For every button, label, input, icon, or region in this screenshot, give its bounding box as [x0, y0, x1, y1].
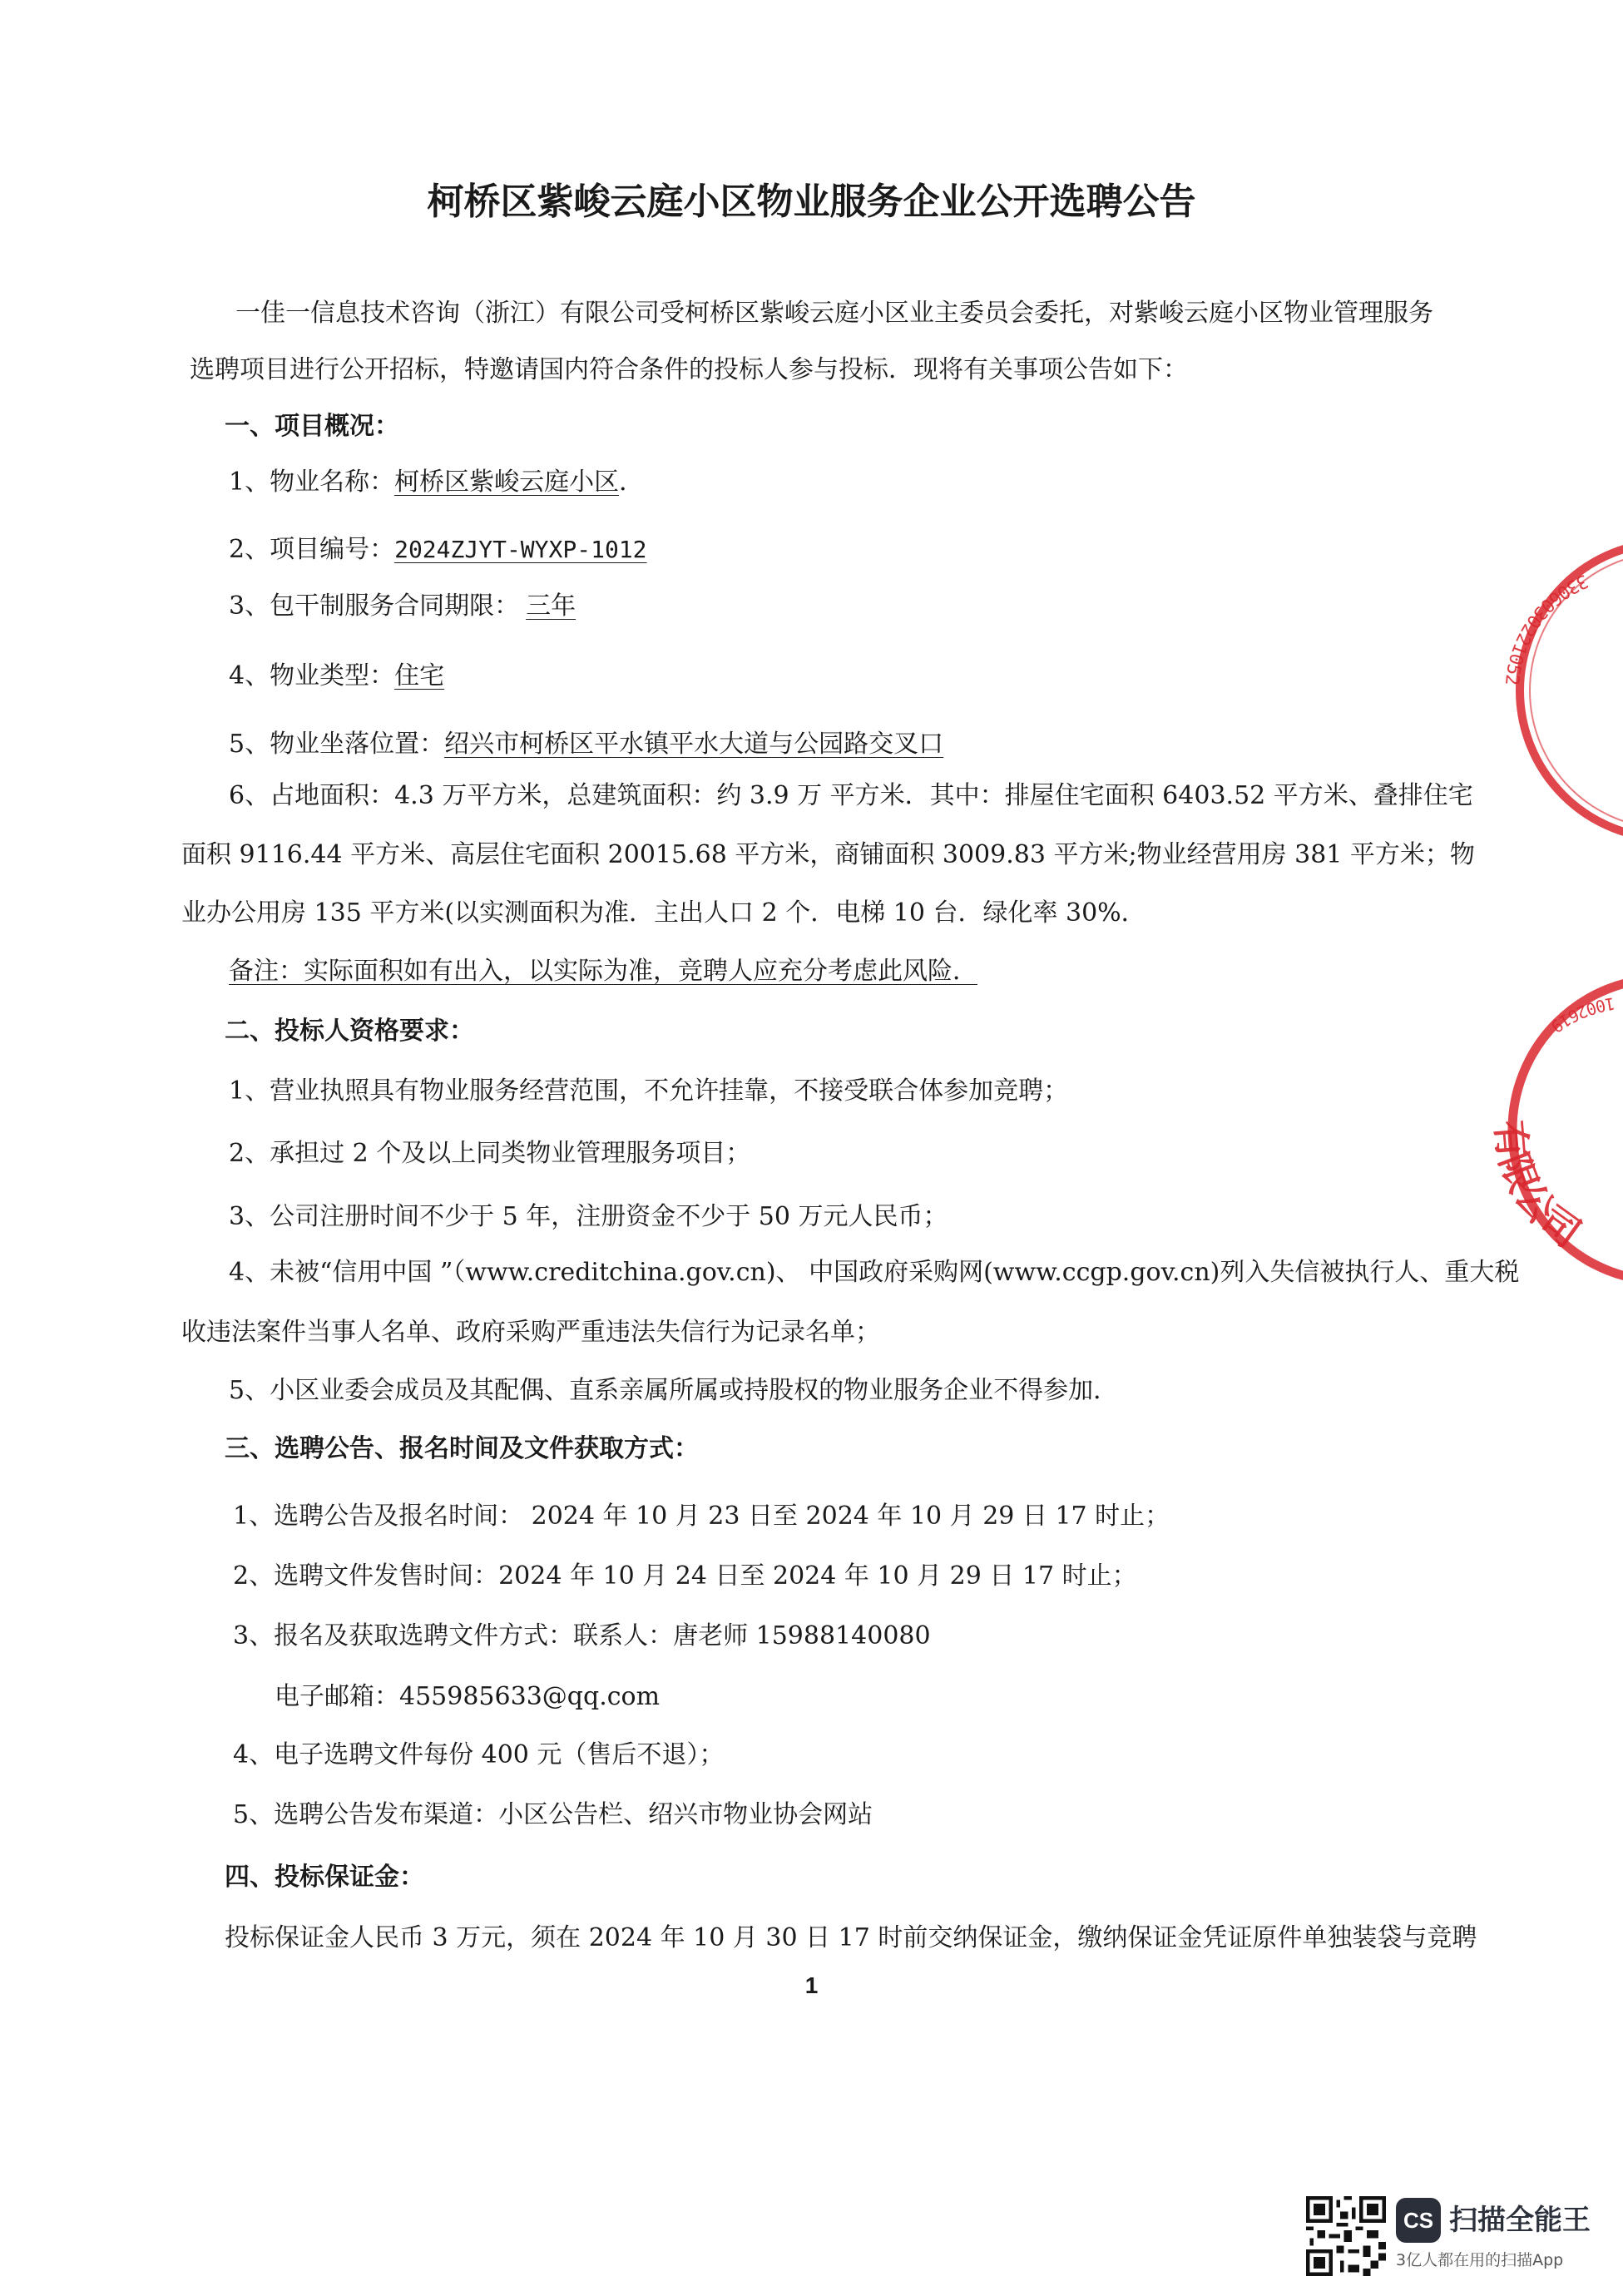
- scanner-badge: [1306, 2196, 1606, 2279]
- scanner-app-name: 扫描全能王: [1449, 2204, 1591, 2237]
- property-location-value: 绍兴市柯桥区平水镇平水大道与公园路交叉口: [444, 730, 944, 759]
- property-type-row: [229, 660, 444, 693]
- schedule-item-3: 3、报名及获取选聘文件方式：联系人：唐老师 15988140080: [233, 1621, 931, 1650]
- area-line-1: 6、占地面积：4.3 万平方米，总建筑面积：约 3.9 万 平方米．其中：排屋住宅面积 6403.52 平方米、叠排住宅: [229, 781, 1473, 810]
- area-line-2: 面积 9116.44 平方米、高层住宅面积 20015.68 平方米，商铺面积 3009.83 平方米;物业经营用房 381 平方米；物: [181, 840, 1475, 869]
- project-number-label: 2、项目编号：: [229, 535, 395, 564]
- contract-term-row: [229, 590, 582, 623]
- page-number: 1: [804, 1972, 819, 1998]
- property-location-row: [229, 728, 943, 761]
- section-3-heading: 三、选聘公告、报名时间及文件获取方式：: [225, 1434, 699, 1463]
- project-number-value: 2024ZJYT-WYXP-1012: [394, 536, 647, 563]
- project-number-row: [229, 533, 647, 567]
- property-name-label: 1、物业名称：: [229, 468, 395, 497]
- deposit-line-1: 投标保证金人民币 3 万元，须在 2024 年 10 月 30 日 17 时前交纳保证金，缴纳保证金凭证原件单独装袋与竞聘: [225, 1923, 1477, 1952]
- contract-term-value: 三年: [526, 591, 576, 621]
- property-type-label: 4、物业类型：: [229, 661, 395, 690]
- section-1-heading: 一、项目概况：: [225, 412, 399, 441]
- page-title: 柯桥区紫峻云庭小区物业服务企业公开选聘公告: [427, 181, 1196, 223]
- schedule-item-1: 1、选聘公告及报名时间： 2024 年 10 月 23 日至 2024 年 10 月 29 日 17 时止；: [233, 1502, 1170, 1531]
- qualification-item-3: 3、公司注册时间不少于 5 年，注册资金不少于 50 万元人民币；: [229, 1202, 948, 1231]
- qualification-item-5: 5、小区业委会成员及其配偶、直系亲属所属或持股权的物业服务企业不得参加．: [229, 1376, 1119, 1405]
- intro-line-2: 选聘项目进行公开招标，特邀请国内符合条件的投标人参与投标．现将有关事项公告如下：: [190, 355, 1188, 384]
- property-name-end: ．: [619, 468, 645, 497]
- company-seal-1: [1497, 532, 1623, 849]
- property-type-value: 住宅: [394, 661, 445, 690]
- schedule-item-4: 4、电子选聘文件每份 400 元（售后不退）；: [233, 1740, 725, 1769]
- svg-text:3306030221052: [1501, 570, 1591, 686]
- contact-email: 电子邮箱：455985633@qq.com: [275, 1682, 661, 1711]
- section-4-heading: 四、投标保证金：: [225, 1863, 424, 1892]
- area-line-3: 业办公用房 135 平方米(以实测面积为准．主出人口 2 个．电梯 10 台．绿化率 30%．: [181, 898, 1146, 928]
- camscanner-logo-icon: CS: [1396, 2198, 1441, 2243]
- property-name-row: [229, 466, 644, 499]
- seal-1-number: 3306030221052: [1501, 569, 1591, 686]
- schedule-item-5: 5、选聘公告发布渠道：小区公告栏、绍兴市物业协会网站: [233, 1800, 873, 1829]
- seal-2-number: 1002619: [1546, 993, 1617, 1037]
- area-note: 备注：实际面积如有出入，以实际为准，竞聘人应充分考虑此风险．: [229, 957, 977, 986]
- seal-2-characters: 有限公司: [1487, 1118, 1589, 1256]
- qualification-item-2: 2、承担过 2 个及以上同类物业管理服务项目；: [229, 1139, 751, 1168]
- svg-text:有限公司: [1487, 1119, 1589, 1256]
- intro-line-1: 一佳一信息技术咨询（浙江）有限公司受柯桥区紫峻云庭小区业主委员会委托，对紫峻云庭小区物业管理服务: [235, 299, 1433, 328]
- property-location-label: 5、物业坐落位置：: [229, 730, 445, 759]
- qualification-item-1: 1、营业执照具有物业服务经营范围，不允许挂靠，不接受联合体参加竞聘；: [229, 1076, 1069, 1106]
- qualification-item-4-line-1: 4、未被“信用中国 ”（www.creditchina.gov.cn)、 中国政府采购网(www.ccgp.gov.cn)列入失信被执行人、重大税: [229, 1258, 1520, 1287]
- schedule-item-2: 2、选聘文件发售时间：2024 年 10 月 24 日至 2024 年 10 月 29 日 17 时止；: [233, 1561, 1137, 1591]
- contract-term-label: 3、包干制服务合同期限：: [229, 591, 520, 621]
- scanner-app-tagline: 3亿人都在用的扫描App: [1396, 2251, 1564, 2269]
- property-name-value: 柯桥区紫峻云庭小区: [394, 468, 620, 497]
- company-seal-2: [1456, 973, 1623, 1281]
- qr-code-icon: [1306, 2196, 1386, 2276]
- section-2-heading: 二、投标人资格要求：: [225, 1017, 474, 1046]
- qualification-item-4-line-2: 收违法案件当事人名单、政府采购严重违法失信行为记录名单；: [181, 1318, 880, 1347]
